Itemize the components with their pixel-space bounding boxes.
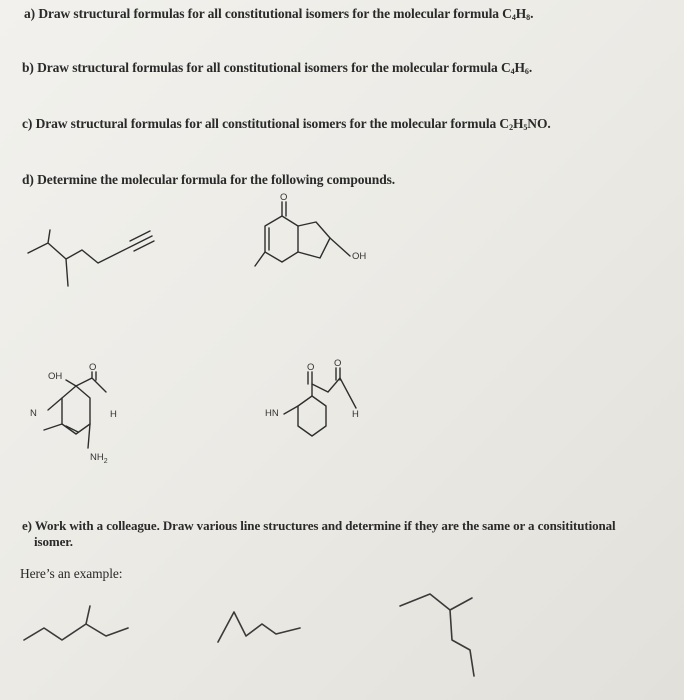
oxygen-aldehyde-2-label: O	[334, 358, 342, 369]
hydroxyl-left-label: OH	[48, 371, 63, 382]
hydroxyl-label: OH	[352, 251, 367, 262]
handwritten-examples	[24, 594, 474, 676]
oxygen-aldehyde-label: O	[89, 362, 97, 373]
hydrogen-label: H	[110, 409, 117, 420]
question-e-line1: e) Work with a colleague. Draw various line structures and determine if they are the same or a consititutional	[22, 518, 616, 533]
compound-bicyclic-ketone	[255, 192, 366, 266]
question-a: a) Draw structural formulas for all constitutional isomers for the molecular formula $C_4H_8$.	[24, 6, 534, 22]
oxygen-label: O	[280, 192, 288, 203]
amine-label: $NH_2$	[90, 452, 108, 465]
question-e-line2: isomer.	[34, 534, 73, 549]
nitrogen-label: N	[30, 408, 37, 419]
question-b: b) Draw structural formulas for all constitutional isomers for the molecular formula $C_4H_6$.	[22, 60, 533, 76]
compound-alkyne	[28, 230, 154, 286]
question-c: c) Draw structural formulas for all constitutional isomers for the molecular formula $C_2H_5NO$.	[22, 116, 551, 132]
compound-amino-alcohol	[30, 362, 117, 465]
compound-piperidine	[265, 358, 359, 436]
hn-label: HN	[265, 408, 279, 419]
example-label: Here’s an example:	[20, 566, 123, 581]
question-d: d) Determine the molecular formula for the following compounds.	[22, 172, 396, 187]
hydrogen-2-label: H	[352, 409, 359, 420]
oxygen-ketone-label: O	[307, 362, 315, 373]
